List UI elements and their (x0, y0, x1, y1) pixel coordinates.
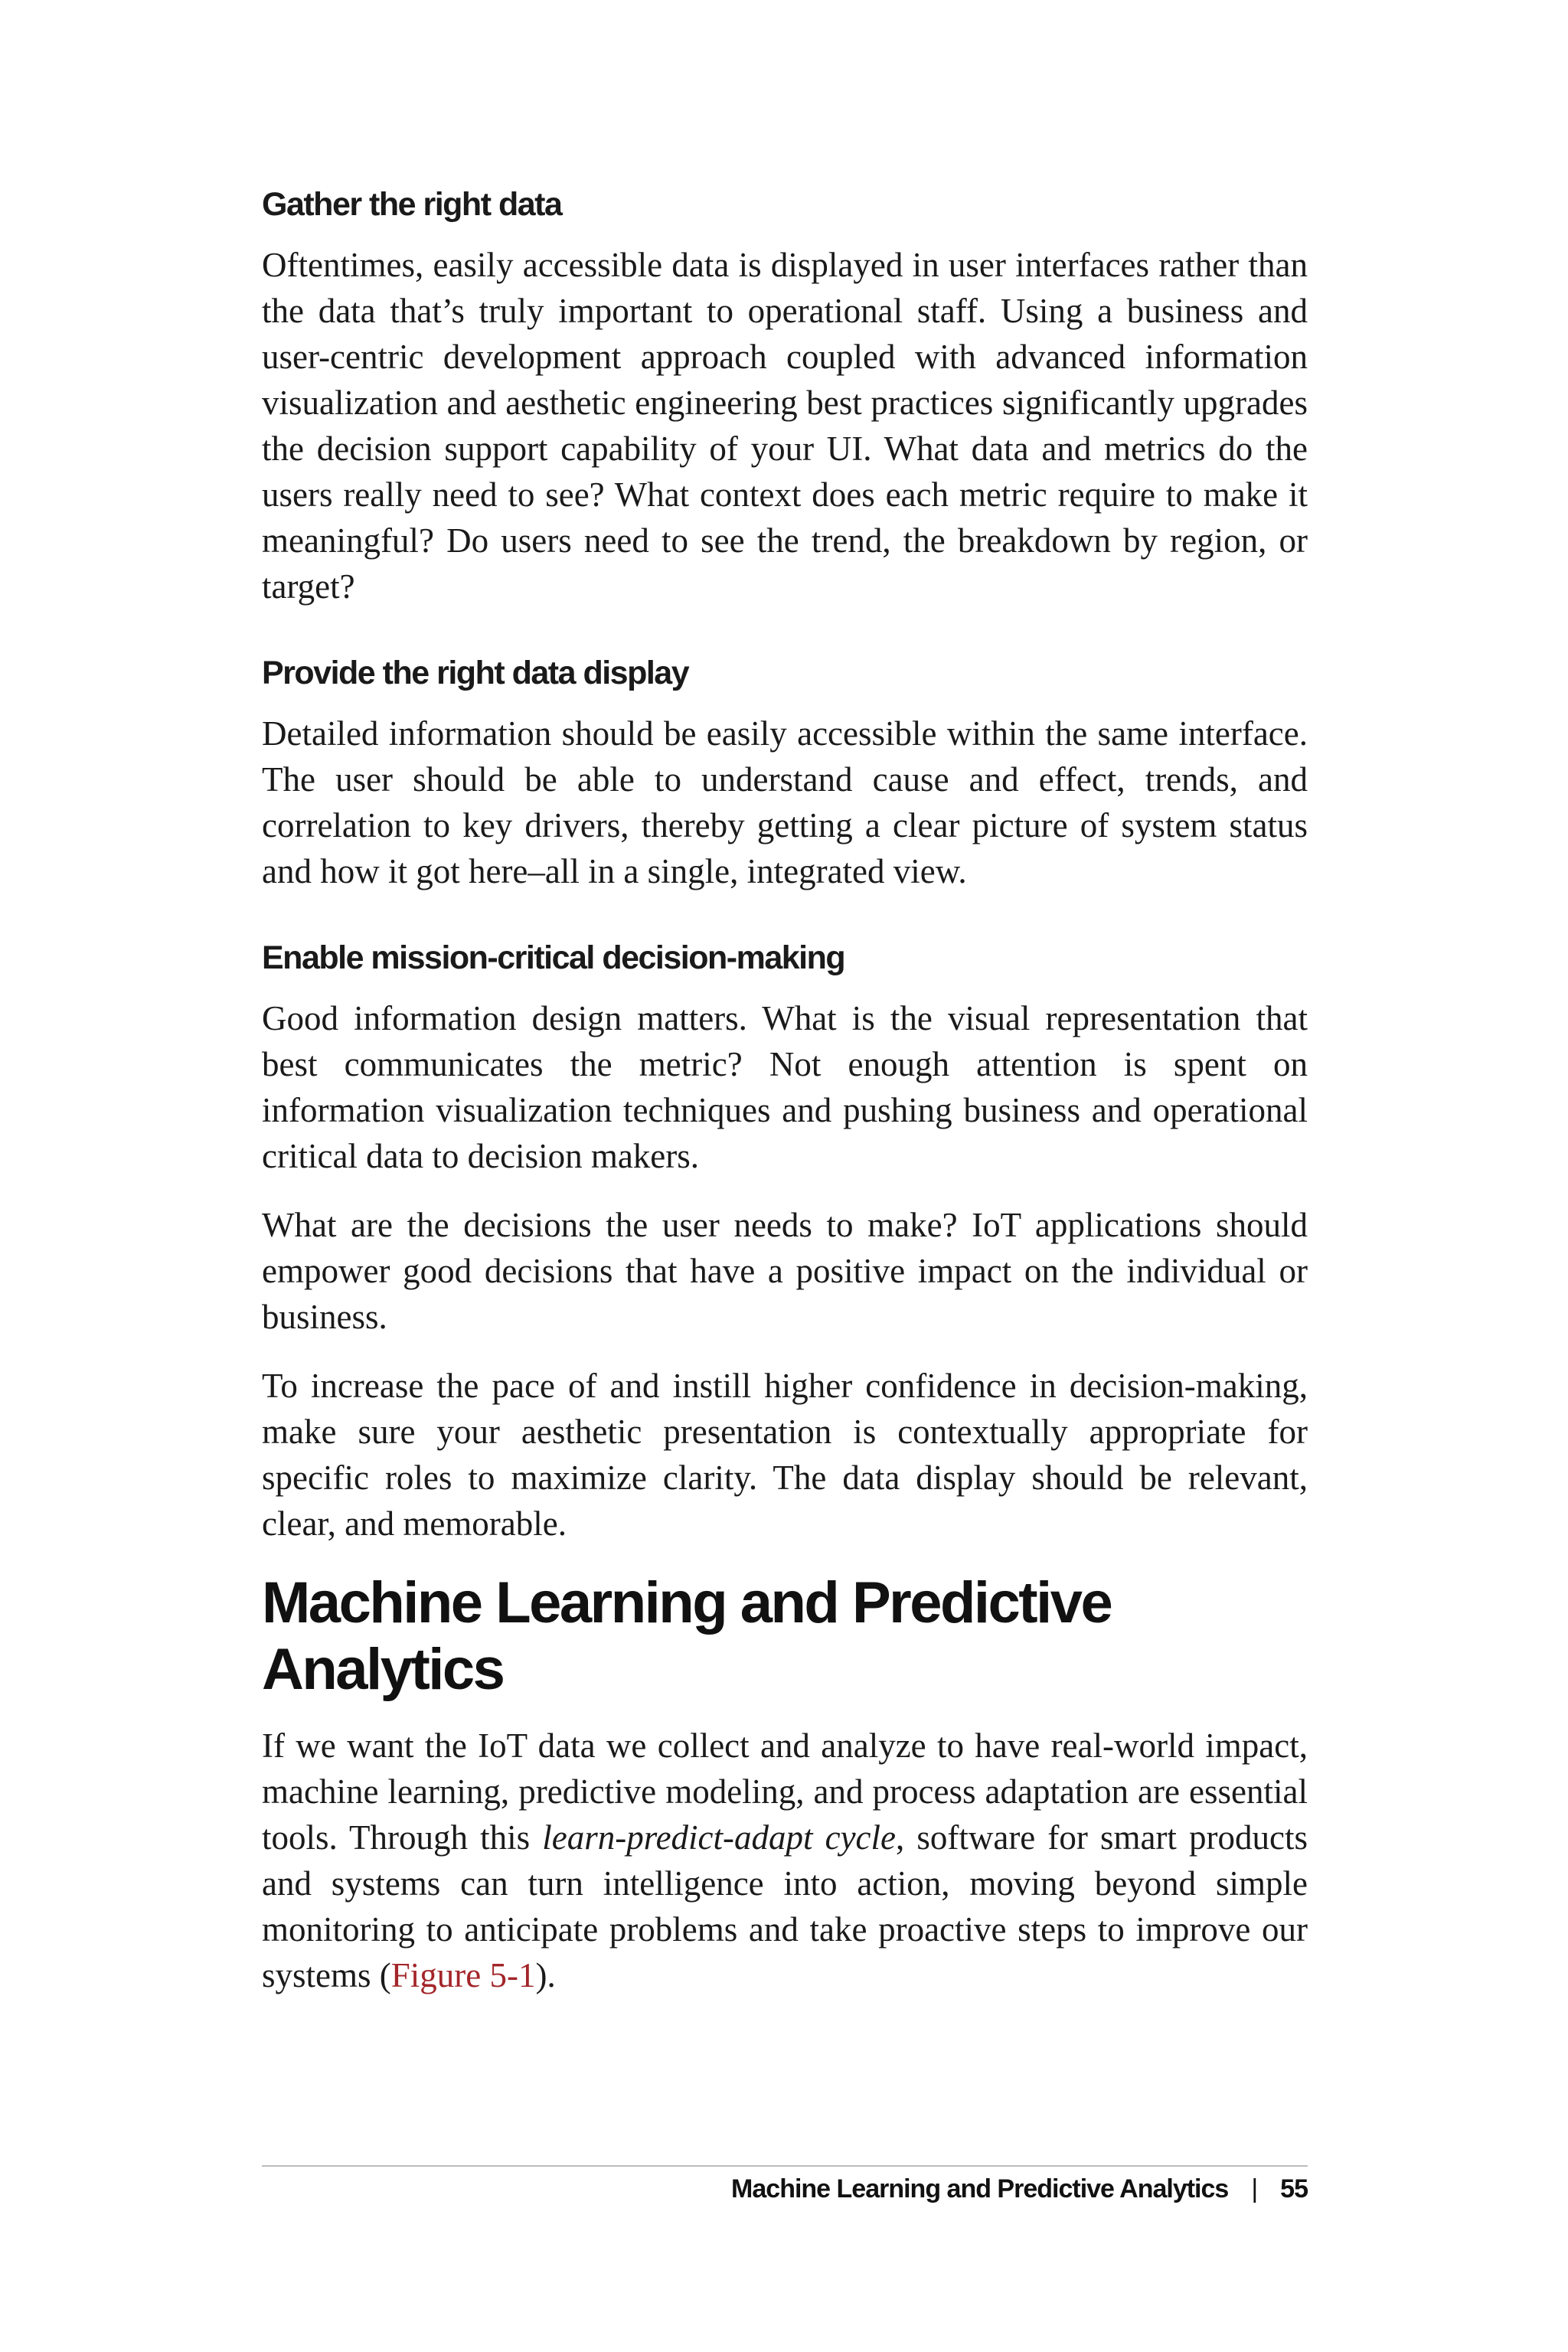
page-footer (262, 2174, 1308, 2204)
section-heading: Gather the right data (262, 186, 562, 223)
emphasis-term: learn-predict-adapt cycle (542, 1818, 896, 1857)
body-paragraph: Oftentimes, easily accessible data is displayed in user interfaces rather than the data that’s truly important to operational staff. Using a business and user-centric development approach coupled with advanced information visualization and aesthetic engineering best practices significantly upgrades the decision support capability of your UI. What data and metrics do the users really need to see? What context does each metric require to make it meaningful? Do users need to see the trend, the breakdown by region, or target? (262, 245, 1308, 606)
chapter-heading: Machine Learning and Predictive Analytics (262, 1570, 1112, 1703)
intro-text: If we want the IoT data we collect and analyze to have real-world impact, machine learning, predictive modeling, and process adaptation are essential tools. Through this (262, 1726, 1308, 1857)
figure-reference-link[interactable]: Figure 5-1 (390, 1956, 536, 1995)
body-paragraph: Good information design matters. What is the visual representation that best communicates the metric? Not enough attention is spent on information visualization techniques and pushing business and operational critical data to decision makers. (262, 998, 1308, 1175)
chapter-intro-paragraph (262, 1723, 1308, 1998)
intro-text-continued: , software for smart products and systems can turn intelligence into action, moving beyond simple monitoring to anticipate problems and take proactive steps to improve our systems ( (262, 1818, 1308, 1995)
section-heading: Enable mission-critical decision-making (262, 939, 845, 976)
footer-separator: | (1251, 2174, 1258, 2203)
body-paragraph: What are the decisions the user needs to make? IoT applications should empower good decisions that have a positive impact on the individual or business. (262, 1205, 1308, 1336)
section-gather-data (262, 184, 1308, 609)
section-heading: Provide the right data display (262, 654, 689, 691)
section-data-display (262, 652, 1308, 894)
footer-divider (262, 2165, 1308, 2167)
page-content (262, 184, 1308, 2021)
intro-text-end: ). (535, 1956, 556, 1995)
running-title: Machine Learning and Predictive Analytics (731, 2174, 1229, 2203)
section-decision-making (262, 937, 1308, 1547)
page-number: 55 (1280, 2174, 1308, 2203)
body-paragraph: Detailed information should be easily accessible within the same interface. The user should be able to understand cause and effect, trends, and correlation to key drivers, thereby getting a clear picture of system status and how it got here–all in a single, integrated view. (262, 714, 1308, 890)
body-paragraph: To increase the pace of and instill higher confidence in decision-making, make sure your aesthetic presentation is contextually appropriate for specific roles to maximize clarity. The data display should be relevant, clear, and memorable. (262, 1366, 1308, 1543)
